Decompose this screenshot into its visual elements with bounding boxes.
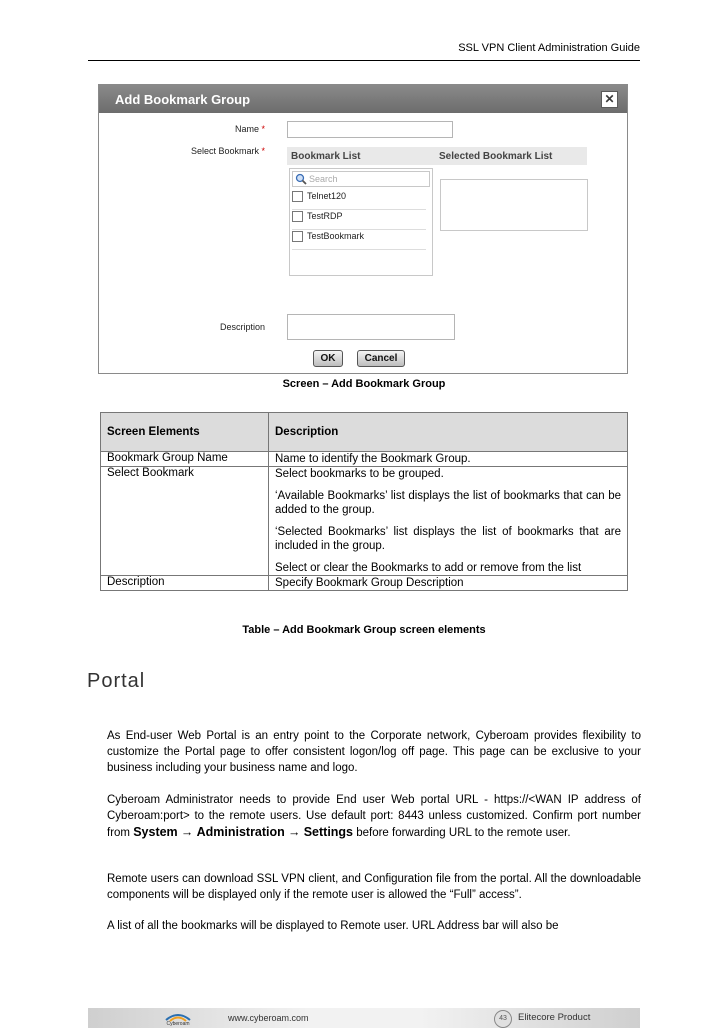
menu-path-settings: Settings (303, 825, 354, 839)
bookmark-name: TestRDP (307, 211, 343, 221)
element-cell: Bookmark Group Name (101, 452, 269, 467)
table-header-row (101, 413, 628, 452)
required-mark: * (261, 124, 265, 134)
name-label-text: Name (234, 124, 259, 134)
table-row (101, 576, 628, 591)
checkbox[interactable] (292, 191, 303, 202)
description-text: Select bookmarks to be grouped. (275, 468, 444, 480)
list-item[interactable] (292, 191, 426, 210)
table-caption: Table – Add Bookmark Group screen elements (242, 624, 486, 636)
search-icon (295, 173, 307, 185)
select-bookmark-label-text: Select Bookmark (190, 146, 259, 156)
description-text: ‘Selected Bookmarks’ list displays the list of bookmarks that are included in the group. (275, 526, 621, 552)
footer-url[interactable]: www.cyberoam.com (228, 1013, 309, 1023)
search-box[interactable] (292, 171, 430, 187)
screen-elements-table (100, 412, 628, 591)
header-rule (88, 60, 640, 61)
add-bookmark-group-dialog (98, 84, 628, 374)
required-mark: * (261, 146, 265, 156)
search-placeholder: Search (309, 174, 338, 184)
list-item[interactable] (292, 211, 426, 230)
bookmark-name: TestBookmark (307, 231, 365, 241)
description-cell (269, 576, 628, 591)
menu-path-administration: Administration (196, 825, 285, 839)
section-heading-portal: Portal (87, 670, 146, 692)
select-bookmark-label (139, 146, 265, 156)
checkbox[interactable] (292, 231, 303, 242)
arrow-icon: → (180, 825, 194, 839)
element-cell: Description (101, 576, 269, 591)
menu-path-system: System (133, 825, 178, 839)
arrow-icon: → (288, 825, 301, 839)
paragraph: Remote users can download SSL VPN client, and Configuration file from the portal. All the downloadable components will be displayed only if the remote user is allowed the “Full” access”. (107, 873, 641, 901)
bookmark-list-header-bar (287, 147, 587, 165)
screen-caption: Screen – Add Bookmark Group (282, 378, 446, 390)
description-input[interactable] (287, 314, 455, 340)
cyberoam-logo (160, 1010, 196, 1026)
selected-bookmark-list[interactable] (440, 179, 588, 231)
name-input[interactable] (287, 121, 453, 138)
bookmark-name: Telnet120 (307, 191, 347, 201)
available-list-header: Bookmark List (291, 151, 361, 162)
cyberoam-logo-icon (160, 1010, 196, 1026)
description-text: Specify Bookmark Group Description (275, 577, 464, 589)
table-row (101, 467, 628, 576)
checkbox[interactable] (292, 211, 303, 222)
table-row (101, 452, 628, 467)
close-icon[interactable]: ✕ (601, 91, 618, 108)
logo-text: Cyberoam (166, 1021, 190, 1026)
page-number-badge: 43 (494, 1010, 512, 1028)
available-bookmark-list (289, 168, 433, 276)
paragraph: As End-user Web Portal is an entry point to the Corporate network, Cyberoam provides flexibility to customize the Portal page to offer consistent logon/log off page. This page can be exclusive to your business including your business name and logo. (107, 730, 641, 774)
cancel-button[interactable]: Cancel (357, 350, 405, 367)
header-cell-description: Description (269, 413, 628, 452)
description-text: Select or clear the Bookmarks to add or remove from the list (275, 562, 582, 574)
element-cell: Select Bookmark (101, 467, 269, 576)
footer-product: Elitecore Product (518, 1012, 591, 1023)
description-text: Name to identify the Bookmark Group. (275, 453, 471, 465)
header-cell-elements: Screen Elements (101, 413, 269, 452)
ok-button[interactable]: OK (313, 350, 343, 367)
description-label: Description (219, 322, 265, 332)
description-cell (269, 467, 628, 576)
paragraph-text: Cyberoam Administrator needs to provide End user Web portal URL - https://<WAN IP address of Cyberoam:port> to the remote users. Use default port: 8443 unless customized. Confirm port number from (107, 794, 641, 839)
paragraph: A list of all the bookmarks will be displayed to Remote user. URL Address bar will also be (107, 920, 559, 932)
paragraph-text: before forwarding URL to the remote user. (353, 827, 571, 839)
description-cell (269, 452, 628, 467)
paragraph (107, 792, 641, 841)
description-text: ‘Available Bookmarks’ list displays the list of bookmarks that can be added to the group. (275, 490, 621, 516)
list-item[interactable] (292, 231, 426, 250)
running-header: SSL VPN Client Administration Guide (458, 42, 640, 54)
dialog-title-bar (99, 85, 627, 113)
selected-list-header: Selected Bookmark List (439, 151, 553, 162)
dialog-title: Add Bookmark Group (115, 92, 251, 107)
name-label (159, 124, 265, 134)
